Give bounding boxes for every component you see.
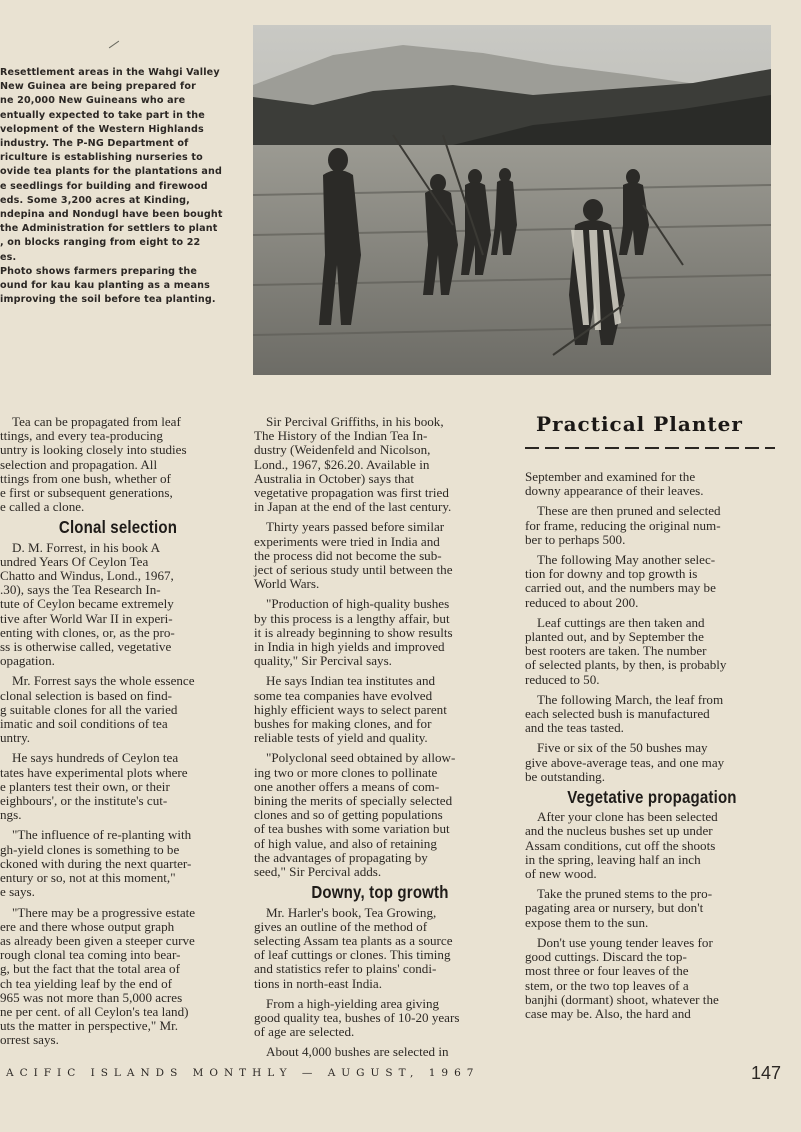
paragraph: After your clone has been selected and the nucleus bushes set up under Assam conditions, cut off the shoots in the spring, leaving half an inch of new wood. [525,809,718,882]
farmers-photo [253,25,771,375]
paragraph: From a high-yielding area giving good quality tea, bushes of 10-20 years of age are selected. [254,995,460,1040]
pencil-mark [109,41,119,49]
paragraph: Sir Percival Griffiths, in his book, The History of the Indian Tea In- dustry (Weidenfeld and Nicolson, Lond., 1967, $26.20. Available in Australia in October) says that vegetative propagation was first tried in Japan at the end of the last century. [254,414,452,515]
practical-planter-title: Practical Planter [536,412,743,436]
paragraph: About 4,000 bushes are selected in [266,1044,449,1060]
running-footer: ACIFIC ISLANDS MONTHLY — AUGUST, 1967 [6,1067,480,1079]
column-2 [254,415,506,1066]
clonal-selection-heading: Clonal selection [58,517,178,538]
paragraph: The following March, the leaf from each selected bush is manufactured and the teas tasted. [525,691,724,736]
paragraph: D. M. Forrest, in his book A undred Years Of Ceylon Tea Chatto and Windus, Lond., 1967, .30), says the Tea Research In- tute of Ceylon became extremely tive after World War II in experi- enting with clones, or, as the pro- ss is otherwise called, vegetative opagation. [0,539,175,669]
paragraph: "Production of high-quality bushes by this process is a lengthy affair, but it is already beginning to show results in India in high yields and improved quality," Sir Percival says. [254,596,453,669]
paragraph: Five or six of the 50 bushes may give above-average teas, and one may be outstanding. [525,740,725,784]
paragraph: The following May another selec- tion for downy and top growth is carried out, and the numbers may be reduced to about 200. [525,552,716,610]
paragraph: "There may be a progressive estate ere and there whose output graph as already been given a steeper curve rough clonal tea coming into bear- g, but the fact that the total area of ch tea yielding leaf by the end of 965 was not more than 5,000 acres ne per cent. of all Ceylon's tea land) uts the matter in perspective," Mr. orrest says. [0,904,196,1048]
paragraph: Leaf cuttings are then taken and planted out, and by September the best rooters are taken. The number of selected plants, by then, is probably reduced to 50. [525,614,727,687]
paragraph: Take the pruned stems to the pro- pagating area or nursery, but don't expose them to the sun. [525,886,713,930]
column-3 [525,470,779,1027]
downy-top-growth-heading: Downy, top growth [311,882,449,903]
paragraph: "Polyclonal seed obtained by allow- ing two or more clones to pollinate one another offers a means of com- bining the merits of specially selected clones and so of getting populations of tea bushes with some variation but of high value, and also of retaining the advantages of propagating by seed," Sir Percival adds. [254,750,456,880]
paragraph: These are then pruned and selected for frame, reducing the original num- ber to perhaps 500. [525,503,721,547]
photo-caption: Resettlement areas in the Wahgi Valley New Guinea are being prepared for ne 20,000 New Guineans who are entually expected to take part in the velopment of the Western Highlands industry. The P-NG Department of riculture is establishing nurseries to ovide tea plants for the plantations and e seedlings for building and firewood eds. Some 3,200 acres at Kinding, ndepina and Nondugl have been bought the Administration for settlers to plant , on blocks ranging from eight to 22 es. Photo shows farmers preparing the ound for kau kau planting as a means improving the soil before tea planting. [0,67,223,306]
page-number: 147 [751,1063,782,1083]
paragraph: September and examined for the downy appearance of their leaves. [525,469,704,499]
title-rule [525,447,775,449]
paragraph: "The influence of re-planting with gh-yield clones is something to be ckoned with during the next quarter- entury or so, not at this moment," e says. [0,827,192,900]
paragraph: Tea can be propagated from leaf ttings, and every tea-producing untry is looking closely into studies selection and propagation. All ttings from one bush, whether of e first or subsequent generations, e called a clone. [0,414,187,515]
paragraph: Mr. Harler's book, Tea Growing, gives an outline of the method of selecting Assam tea plants as a source of leaf cuttings or clones. This timing and statistics refer to plains' condi- tions in north-east India. [254,904,453,991]
paragraph: He says hundreds of Ceylon tea tates have experimental plots where e planters test their own, or their eighbours', or the institute's cut- ngs. [0,750,188,823]
paragraph: Don't use young tender leaves for good cuttings. Discard the top- most three or four leaves of the stem, or the two top leaves of a banjhi (dormant) shoot, whatever the case may be. Also, the hard and [525,934,719,1021]
vegetative-propagation-heading: Vegetative propagation [567,787,737,808]
column-1 [0,415,236,1054]
paragraph: Thirty years passed before similar experiments were tried in India and the process did not become the sub- ject of serious study until between the World Wars. [254,519,453,592]
paragraph: He says Indian tea institutes and some tea companies have evolved highly efficient ways to select parent bushes for making clones, and for reliable tests of yield and quality. [254,673,447,746]
paragraph: Mr. Forrest says the whole essence clonal selection is based on find- g suitable clones for all the varied imatic and soil conditions of tea untry. [0,673,195,746]
